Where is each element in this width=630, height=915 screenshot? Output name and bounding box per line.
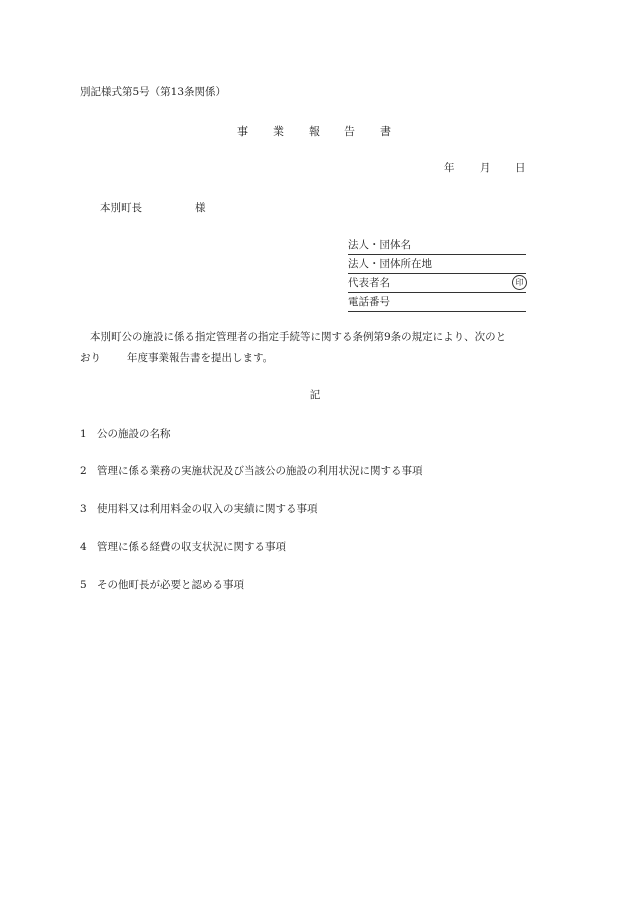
addressee-name: 本別町長 [100, 202, 142, 214]
item-number: 5 [80, 579, 87, 591]
list-item [80, 501, 318, 516]
form-number-label: 別記様式第5号（第13条関係） [80, 86, 227, 98]
date-year: 年 [444, 162, 455, 174]
seal-mark: 印 [512, 275, 527, 290]
body-line [80, 348, 555, 369]
addressee-honorific: 様 [195, 202, 206, 214]
sender-block [348, 236, 526, 312]
date-line [0, 160, 630, 176]
sender-label: 法人・団体名 [348, 239, 411, 251]
sender-row-phone[interactable] [348, 293, 526, 312]
sender-row-organization-name[interactable] [348, 236, 526, 255]
date-month: 月 [480, 162, 491, 174]
item-text: その他町長が必要と認める事項 [97, 579, 244, 591]
item-text: 管理に係る業務の実施状況及び当該公の施設の利用状況に関する事項 [97, 465, 423, 477]
list-item [80, 463, 423, 478]
body-paragraph [80, 327, 555, 369]
body-line-end: 年度事業報告書を提出します。 [127, 352, 274, 364]
list-item [80, 577, 244, 592]
document-title [0, 123, 630, 139]
sender-row-organization-address[interactable] [348, 255, 526, 274]
sender-row-representative[interactable] [348, 274, 526, 293]
item-number: 3 [80, 503, 87, 515]
body-line: 本別町公の施設に係る指定管理者の指定手続等に関する条例第9条の規定により、次のと [90, 331, 507, 343]
item-text: 使用料又は利用料金の収入の実績に関する事項 [97, 503, 318, 515]
title-char: 事 [237, 125, 248, 138]
body-line-start: おり [80, 352, 101, 364]
sender-label: 法人・団体所在地 [348, 258, 432, 270]
ki-heading: 記 [309, 389, 321, 401]
item-number: 2 [80, 465, 87, 477]
item-number: 1 [80, 428, 87, 440]
title-char: 報 [309, 125, 320, 138]
sender-label: 電話番号 [348, 296, 390, 308]
addressee-line [0, 200, 630, 216]
title-char: 告 [344, 125, 355, 138]
item-text: 公の施設の名称 [97, 428, 171, 440]
list-item [80, 426, 171, 441]
sender-label: 代表者名 [348, 277, 390, 289]
date-day: 日 [515, 162, 526, 174]
item-text: 管理に係る経費の収支状況に関する事項 [97, 541, 286, 553]
list-item [80, 539, 286, 554]
item-number: 4 [80, 541, 87, 553]
title-char: 業 [273, 125, 284, 138]
title-char: 書 [380, 125, 391, 138]
